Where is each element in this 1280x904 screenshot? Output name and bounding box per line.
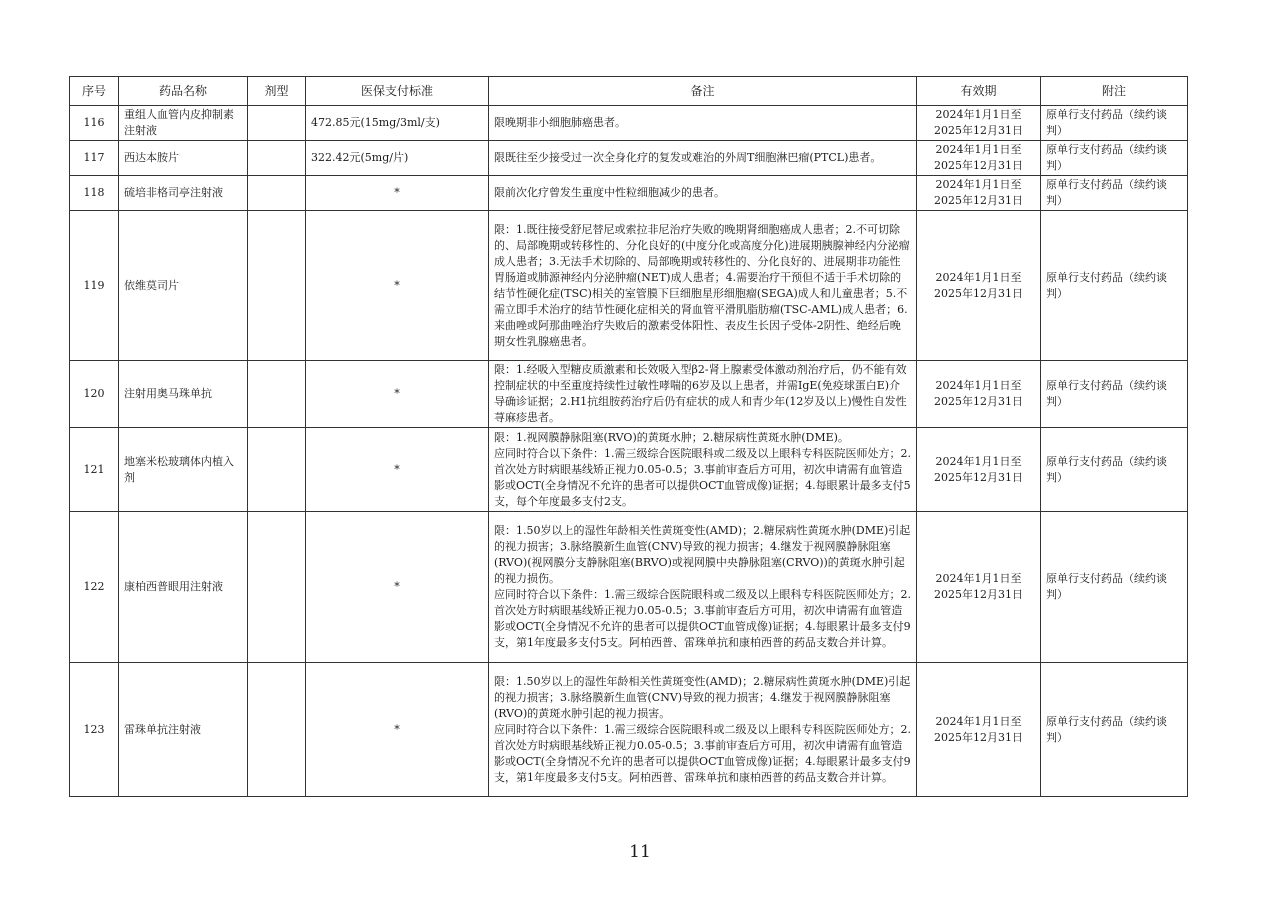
table-row bbox=[70, 176, 1188, 211]
cell-remark bbox=[489, 663, 917, 797]
cell-note: 原单行支付药品（续约谈判） bbox=[1041, 361, 1188, 428]
cell-no: 117 bbox=[70, 141, 119, 176]
table-header-row bbox=[70, 77, 1188, 106]
cell-remark bbox=[489, 176, 917, 211]
cell-payment-standard: * bbox=[306, 361, 489, 428]
table-row bbox=[70, 211, 1188, 361]
header-no: 序号 bbox=[70, 77, 119, 106]
cell-remark bbox=[489, 361, 917, 428]
cell-validity-period: 2024年1月1日至2025年12月31日 bbox=[917, 512, 1041, 663]
cell-dosage-form bbox=[248, 141, 306, 176]
cell-drug-name: 地塞米松玻璃体内植入剂 bbox=[119, 428, 248, 512]
remark-paragraph: 限既往至少接受过一次全身化疗的复发或难治的外周T细胞淋巴瘤(PTCL)患者。 bbox=[494, 151, 882, 164]
remark-paragraph: 应同时符合以下条件：1.需三级综合医院眼科或二级及以上眼科专科医院医师处方；2.首次处方时病眼基线矫正视力0.05-0.5；3.事前审查后方可用，初次申请需有血管造影或OCT(全身情况不允许的患者可以提供OCT血管成像)证据；4.每眼累计最多支付9支，第1年度最多支付5支。阿柏西普、雷珠单抗和康柏西普的药品支数合并计算。 bbox=[494, 588, 911, 649]
header-valid: 有效期 bbox=[917, 77, 1041, 106]
table-row bbox=[70, 361, 1188, 428]
cell-dosage-form bbox=[248, 428, 306, 512]
remark-paragraph: 限前次化疗曾发生重度中性粒细胞减少的患者。 bbox=[494, 186, 725, 199]
table-row bbox=[70, 428, 1188, 512]
cell-remark bbox=[489, 211, 917, 361]
cell-remark bbox=[489, 106, 917, 141]
table-row bbox=[70, 106, 1188, 141]
cell-payment-standard: * bbox=[306, 663, 489, 797]
cell-note: 原单行支付药品（续约谈判） bbox=[1041, 106, 1188, 141]
cell-dosage-form bbox=[248, 211, 306, 361]
table-row bbox=[70, 512, 1188, 663]
header-form: 剂型 bbox=[248, 77, 306, 106]
cell-payment-standard: * bbox=[306, 211, 489, 361]
cell-validity-period: 2024年1月1日至2025年12月31日 bbox=[917, 106, 1041, 141]
cell-validity-period: 2024年1月1日至2025年12月31日 bbox=[917, 176, 1041, 211]
cell-drug-name: 依维莫司片 bbox=[119, 211, 248, 361]
cell-no: 118 bbox=[70, 176, 119, 211]
drug-table-container bbox=[69, 76, 1187, 797]
remark-paragraph: 应同时符合以下条件：1.需三级综合医院眼科或二级及以上眼科专科医院医师处方；2.首次处方时病眼基线矫正视力0.05-0.5；3.事前审查后方可用，初次申请需有血管造影或OCT(全身情况不允许的患者可以提供OCT血管成像)证据；4.每眼累计最多支付9支，第1年度最多支付5支。阿柏西普、雷珠单抗和康柏西普的药品支数合并计算。 bbox=[494, 722, 911, 784]
table-row bbox=[70, 141, 1188, 176]
table-body bbox=[70, 106, 1188, 797]
cell-note: 原单行支付药品（续约谈判） bbox=[1041, 428, 1188, 512]
cell-validity-period: 2024年1月1日至2025年12月31日 bbox=[917, 361, 1041, 428]
cell-validity-period: 2024年1月1日至2025年12月31日 bbox=[917, 141, 1041, 176]
cell-drug-name: 注射用奥马珠单抗 bbox=[119, 361, 248, 428]
cell-no: 116 bbox=[70, 106, 119, 141]
cell-payment-standard: * bbox=[306, 512, 489, 663]
remark-paragraph: 限晚期非小细胞肺癌患者。 bbox=[494, 116, 626, 129]
cell-validity-period: 2024年1月1日至2025年12月31日 bbox=[917, 428, 1041, 512]
cell-remark bbox=[489, 512, 917, 663]
table-row bbox=[70, 663, 1188, 797]
cell-note: 原单行支付药品（续约谈判） bbox=[1041, 176, 1188, 211]
cell-no: 120 bbox=[70, 361, 119, 428]
cell-drug-name: 重组人血管内皮抑制素注射液 bbox=[119, 106, 248, 141]
cell-note: 原单行支付药品（续约谈判） bbox=[1041, 663, 1188, 797]
remark-paragraph: 限：1.经吸入型糖皮质激素和长效吸入型β2-肾上腺素受体激动剂治疗后，仍不能有效控制症状的中至重度持续性过敏性哮喘的6岁及以上患者，并需IgE(免疫球蛋白E)介导确诊证据；2.H1抗组胺药治疗后仍有症状的成人和青少年(12岁及以上)慢性自发性荨麻疹患者。 bbox=[494, 363, 907, 424]
cell-drug-name: 西达本胺片 bbox=[119, 141, 248, 176]
cell-no: 123 bbox=[70, 663, 119, 797]
cell-note: 原单行支付药品（续约谈判） bbox=[1041, 211, 1188, 361]
cell-dosage-form bbox=[248, 106, 306, 141]
cell-drug-name: 硫培非格司亭注射液 bbox=[119, 176, 248, 211]
cell-remark bbox=[489, 428, 917, 512]
remark-paragraph: 限：1.视网膜静脉阻塞(RVO)的黄斑水肿；2.糖尿病性黄斑水肿(DME)。 bbox=[494, 430, 849, 444]
cell-no: 121 bbox=[70, 428, 119, 512]
cell-note: 原单行支付药品（续约谈判） bbox=[1041, 512, 1188, 663]
header-price: 医保支付标准 bbox=[306, 77, 489, 106]
cell-dosage-form bbox=[248, 663, 306, 797]
cell-remark bbox=[489, 141, 917, 176]
header-name: 药品名称 bbox=[119, 77, 248, 106]
header-note: 附注 bbox=[1041, 77, 1188, 106]
drug-table bbox=[69, 76, 1188, 797]
header-remark: 备注 bbox=[489, 77, 917, 106]
remark-paragraph: 限：1.50岁以上的湿性年龄相关性黄斑变性(AMD)；2.糖尿病性黄斑水肿(DME)引起的视力损害；3.脉络膜新生血管(CNV)导致的视力损害；4.继发于视网膜静脉阻塞(RVO)的黄斑水肿引起的视力损害。 bbox=[494, 674, 911, 720]
cell-dosage-form bbox=[248, 361, 306, 428]
cell-no: 119 bbox=[70, 211, 119, 361]
cell-note: 原单行支付药品（续约谈判） bbox=[1041, 141, 1188, 176]
remark-paragraph: 应同时符合以下条件：1.需三级综合医院眼科或二级及以上眼科专科医院医师处方；2.首次处方时病眼基线矫正视力0.05-0.5；3.事前审查后方可用，初次申请需有血管造影或OCT(全身情况不允许的患者可以提供OCT血管成像)证据；4.每眼累计最多支付5支，每个年度最多支付2支。 bbox=[494, 446, 911, 508]
cell-validity-period: 2024年1月1日至2025年12月31日 bbox=[917, 211, 1041, 361]
remark-paragraph: 限：1.50岁以上的湿性年龄相关性黄斑变性(AMD)；2.糖尿病性黄斑水肿(DME)引起的视力损害；3.脉络膜新生血管(CNV)导致的视力损害；4.继发于视网膜静脉阻塞(RVO)(视网膜分支静脉阻塞(BRVO)或视网膜中央静脉阻塞(CRVO))的黄斑水肿引起的视力损伤。 bbox=[494, 524, 911, 585]
page-number: 11 bbox=[629, 842, 651, 862]
cell-validity-period: 2024年1月1日至2025年12月31日 bbox=[917, 663, 1041, 797]
cell-payment-standard: * bbox=[306, 176, 489, 211]
cell-payment-standard: 472.85元(15mg/3ml/支) bbox=[306, 106, 489, 141]
cell-no: 122 bbox=[70, 512, 119, 663]
cell-drug-name: 康柏西普眼用注射液 bbox=[119, 512, 248, 663]
cell-payment-standard: 322.42元(5mg/片) bbox=[306, 141, 489, 176]
remark-paragraph: 限：1.既往接受舒尼替尼或索拉非尼治疗失败的晚期肾细胞癌成人患者；2.不可切除的、局部晚期或转移性的、分化良好的(中度分化或高度分化)进展期胰腺神经内分泌瘤成人患者；3.无法手术切除的、局部晚期或转移性的、分化良好的、进展期非功能性胃肠道或肺源神经内分泌肿瘤(NET)成人患者；4.需要治疗干预但不适于手术切除的结节性硬化症(TSC)相关的室管膜下巨细胞星形细胞瘤(SEGA)成人和儿童患者；5.不需立即手术治疗的结节性硬化症相关的肾血管平滑肌脂肪瘤(TSC-AML)成人患者；6.来曲唑或阿那曲唑治疗失败后的激素受体阳性、表皮生长因子受体-2阴性、绝经后晚期女性乳腺癌患者。 bbox=[494, 222, 910, 348]
cell-drug-name: 雷珠单抗注射液 bbox=[119, 663, 248, 797]
cell-dosage-form bbox=[248, 512, 306, 663]
cell-dosage-form bbox=[248, 176, 306, 211]
cell-payment-standard: * bbox=[306, 428, 489, 512]
